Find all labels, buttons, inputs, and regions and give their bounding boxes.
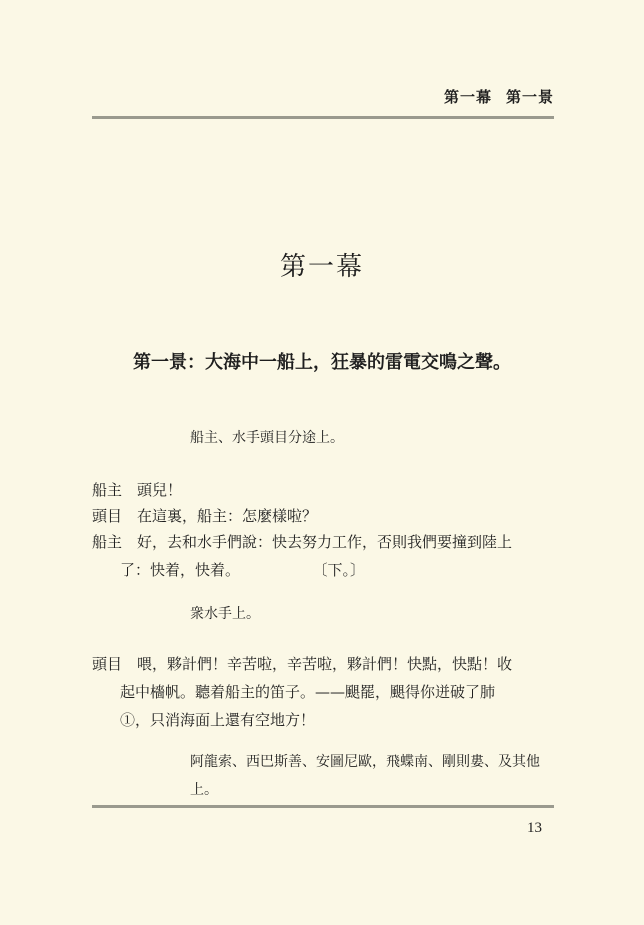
running-head bbox=[444, 86, 554, 107]
speaker-name: 船主 bbox=[92, 481, 123, 499]
dialogue-line bbox=[92, 476, 562, 504]
stage-direction-sailors: 衆水手上。 bbox=[190, 606, 260, 622]
header-rule bbox=[92, 116, 554, 119]
speech-text: 頭兒！ bbox=[137, 481, 183, 499]
act-title: 第一幕 bbox=[279, 252, 364, 282]
running-head-scene: 第一景 bbox=[505, 88, 554, 106]
exit-cue: 〔下。〕 bbox=[320, 561, 366, 579]
dialogue-line bbox=[92, 650, 562, 734]
dialogue-line bbox=[92, 528, 562, 584]
scene-title: 第一景：大海中一船上，狂暴的雷電交鳴之聲。 bbox=[133, 352, 511, 373]
speaker-name: 頭目 bbox=[92, 507, 123, 525]
speaker-name: 頭目 bbox=[92, 655, 123, 673]
speech-continuation: ①，只消海面上還有空地方！ bbox=[120, 711, 316, 729]
speech-continuation bbox=[92, 556, 562, 584]
speech-continuation: 起中檣帆。聽着船主的笛子。——颶罷，颶得你迸破了肺 bbox=[120, 683, 496, 701]
speech-text: 在這裏，船主：怎麼樣啦？ bbox=[137, 507, 318, 525]
speech-text: 好，去和水手們說：快去努力工作，否則我們要撞到陸上 bbox=[137, 533, 513, 551]
running-head-act: 第一幕 bbox=[443, 88, 492, 106]
speech-text: 喂，夥計們！辛苦啦，辛苦啦，夥計們！快點，快點！收 bbox=[137, 655, 513, 673]
speech-text: 了：快着，快着。 bbox=[120, 561, 241, 579]
dialogue-line bbox=[92, 502, 562, 530]
stage-direction-entrance: 船主、水手頭目分途上。 bbox=[190, 430, 344, 446]
stage-direction-nobles: 阿龍索、西巴斯善、安圖尼歐，飛蝶南、剛則婁、及其他上。 bbox=[190, 754, 540, 798]
speaker-name: 船主 bbox=[92, 533, 123, 551]
footer-rule bbox=[92, 805, 554, 808]
page-number: 13 bbox=[527, 820, 542, 836]
